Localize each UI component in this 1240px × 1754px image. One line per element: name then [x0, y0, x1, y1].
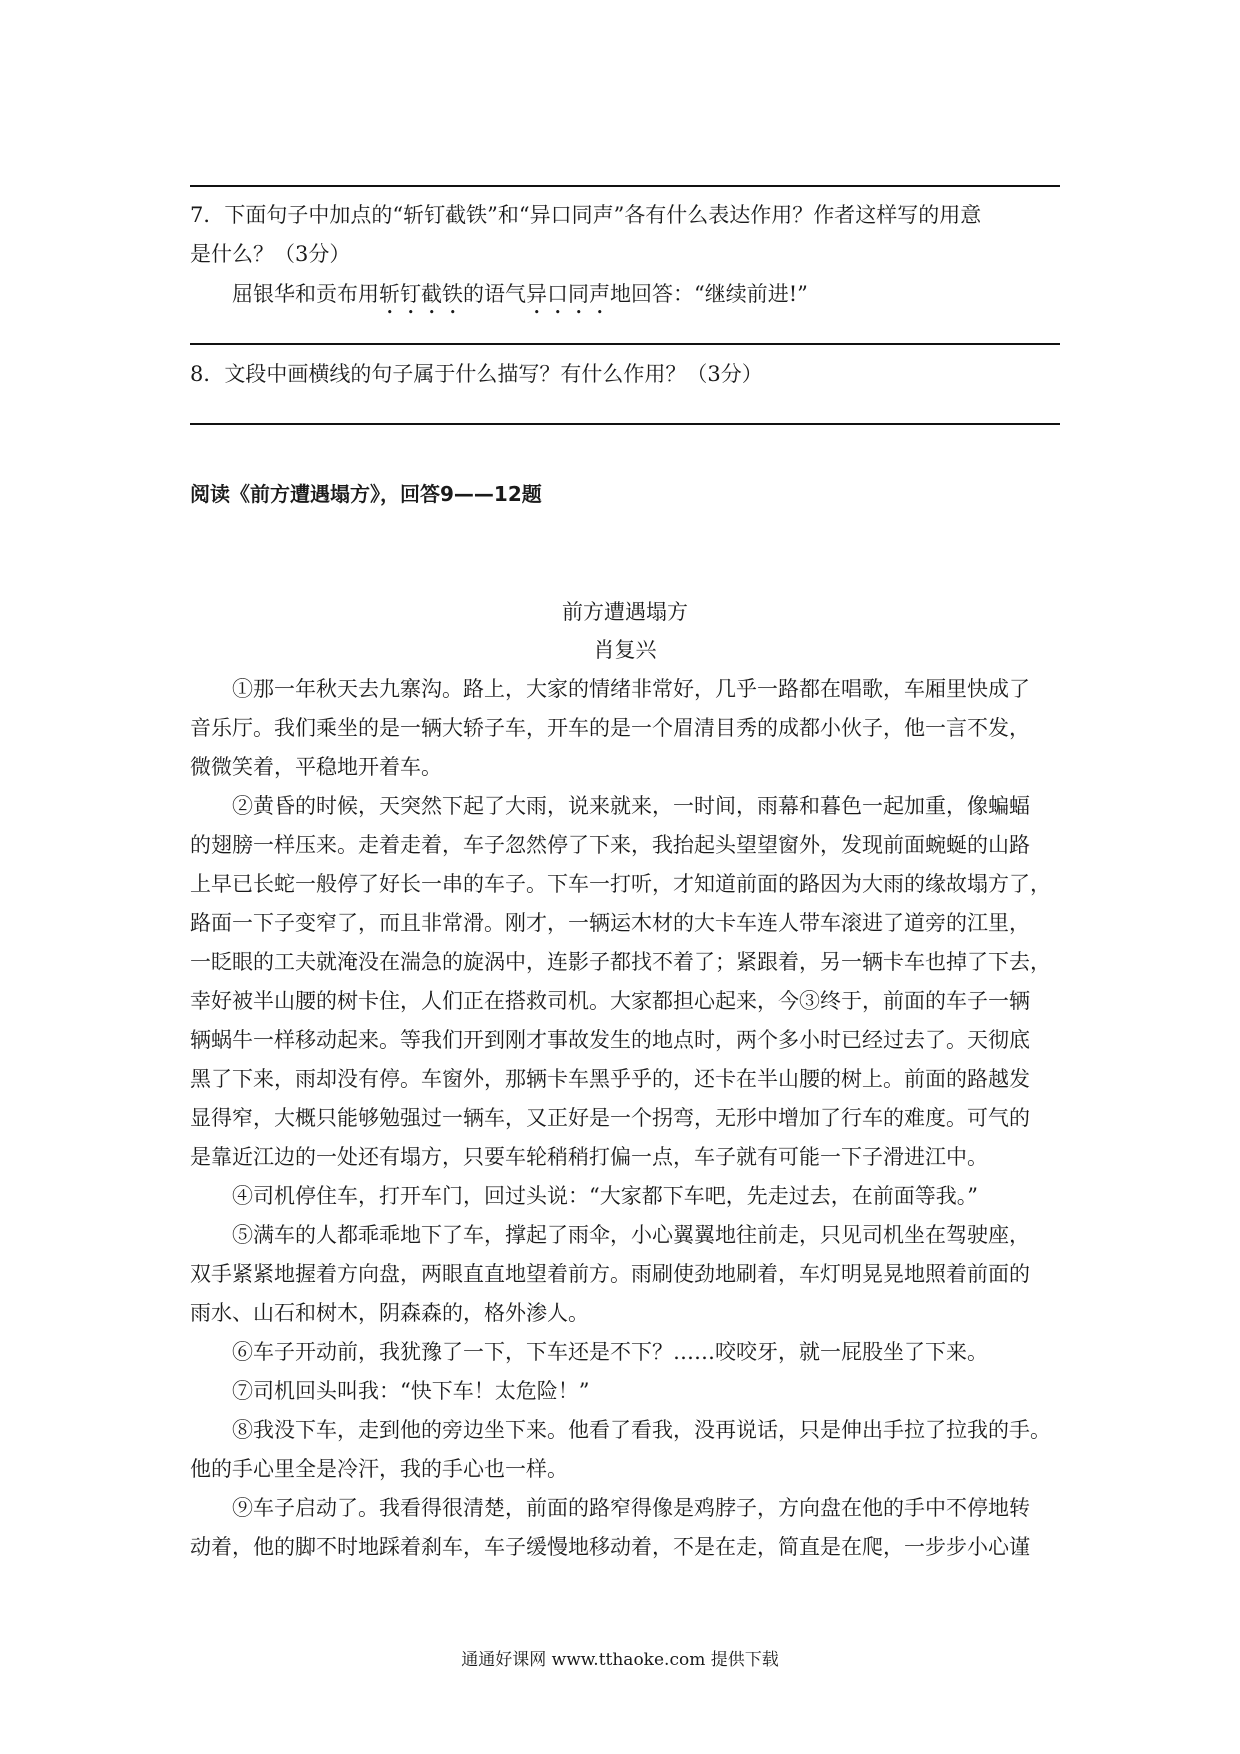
article-line: 辆蜗牛一样移动起来。等我们开到刚才事故发生的地点时，两个多小时已经过去了。天彻底	[190, 1028, 1030, 1052]
article-line: ⑤满车的人都乖乖地下了车，撑起了雨伞，小心翼翼地往前走，只见司机坐在驾驶座，	[232, 1223, 1030, 1247]
quote-text: 地回答：“继续前进!”	[610, 282, 808, 306]
emphasized-word-1: 斩钉截铁	[379, 282, 463, 306]
article-line: 显得窄，大概只能够勉强过一辆车，又正好是一个拐弯，无形中增加了行车的难度。可气的	[190, 1106, 1030, 1130]
article-line: ④司机停住车，打开车门，回过头说：“大家都下车吧，先走过去，在前面等我。”	[232, 1184, 978, 1208]
article-line: 双手紧紧地握着方向盘，两眼直直地望着前方。雨刷使劲地刷着，车灯明晃晃地照着前面的	[190, 1262, 1030, 1286]
answer-line-top	[190, 185, 1060, 187]
question-7-line-1: 7．下面句子中加点的“斩钉截铁”和“异口同声”各有什么表达作用？作者这样写的用意	[190, 203, 982, 227]
article-line: 路面一下子变窄了，而且非常滑。刚才，一辆运木材的大卡车连人带车滚进了道旁的江里，	[190, 911, 1030, 935]
article-line: 一眨眼的工夫就淹没在湍急的旋涡中，连影子都找不着了；紧跟着，另一辆卡车也掉了下去，	[190, 950, 1051, 974]
article-line: ⑦司机回头叫我：“快下车！太危险！”	[232, 1379, 590, 1403]
article-line: ②黄昏的时候，天突然下起了大雨，说来就来，一时间，雨幕和暮色一起加重，像蝙蝠	[232, 794, 1030, 818]
question-7-quote	[232, 280, 1060, 319]
article-line: ⑥车子开动前，我犹豫了一下，下车还是不下？……咬咬牙，就一屁股坐了下来。	[232, 1340, 988, 1364]
article-title: 前方遭遇塌方	[562, 600, 688, 624]
quote-text: 屈银华和贡布用	[232, 282, 379, 306]
article-line: ①那一年秋天去九寨沟。路上，大家的情绪非常好，几乎一路都在唱歌，车厢里快成了	[232, 677, 1030, 701]
answer-line-q7	[190, 343, 1060, 345]
question-8-line-1: 8．文段中画横线的句子属于什么描写？有什么作用？（3分）	[190, 362, 763, 386]
article-line: ⑧我没下车，走到他的旁边坐下来。他看了看我，没再说话，只是伸出手拉了拉我的手。	[232, 1418, 1051, 1442]
article-line: ⑨车子启动了。我看得很清楚，前面的路窄得像是鸡脖子，方向盘在他的手中不停地转	[232, 1496, 1030, 1520]
article-line: 上早已长蛇一般停了好长一串的车子。下车一打听，才知道前面的路因为大雨的缘故塌方了，	[190, 872, 1051, 896]
answer-line-q8	[190, 423, 1060, 425]
question-7-line-2: 是什么？（3分）	[190, 242, 351, 266]
article-line: 是靠近江边的一处还有塌方，只要车轮稍稍打偏一点，车子就有可能一下子滑进江中。	[190, 1145, 988, 1169]
quote-text: 的语气	[463, 282, 526, 306]
section-heading: 阅读《前方遭遇塌方》，回答9——12题	[190, 482, 542, 506]
article-line: 黑了下来，雨却没有停。车窗外，那辆卡车黑乎乎的，还卡在半山腰的树上。前面的路越发	[190, 1067, 1030, 1091]
emphasized-word-2: 异口同声	[526, 282, 610, 306]
article-line: 幸好被半山腰的树卡住，人们正在搭救司机。大家都担心起来，今③终于，前面的车子一辆	[190, 989, 1030, 1013]
article-line: 动着，他的脚不时地踩着刹车，车子缓慢地移动着，不是在走，简直是在爬，一步步小心谨	[190, 1535, 1030, 1559]
article-line: 雨水、山石和树木，阴森森的，格外渗人。	[190, 1301, 589, 1325]
article-author: 肖复兴	[593, 638, 657, 662]
article-line: 的翅膀一样压来。走着走着，车子忽然停了下来，我抬起头望望窗外，发现前面蜿蜒的山路	[190, 833, 1030, 857]
article-line: 音乐厅。我们乘坐的是一辆大轿子车，开车的是一个眉清目秀的成都小伙子，他一言不发，	[190, 716, 1030, 740]
footer-credit: 通通好课网 www.tthaoke.com 提供下载	[461, 1650, 779, 1670]
article-line: 微微笑着，平稳地开着车。	[190, 755, 442, 779]
article-line: 他的手心里全是冷汗，我的手心也一样。	[190, 1457, 568, 1481]
